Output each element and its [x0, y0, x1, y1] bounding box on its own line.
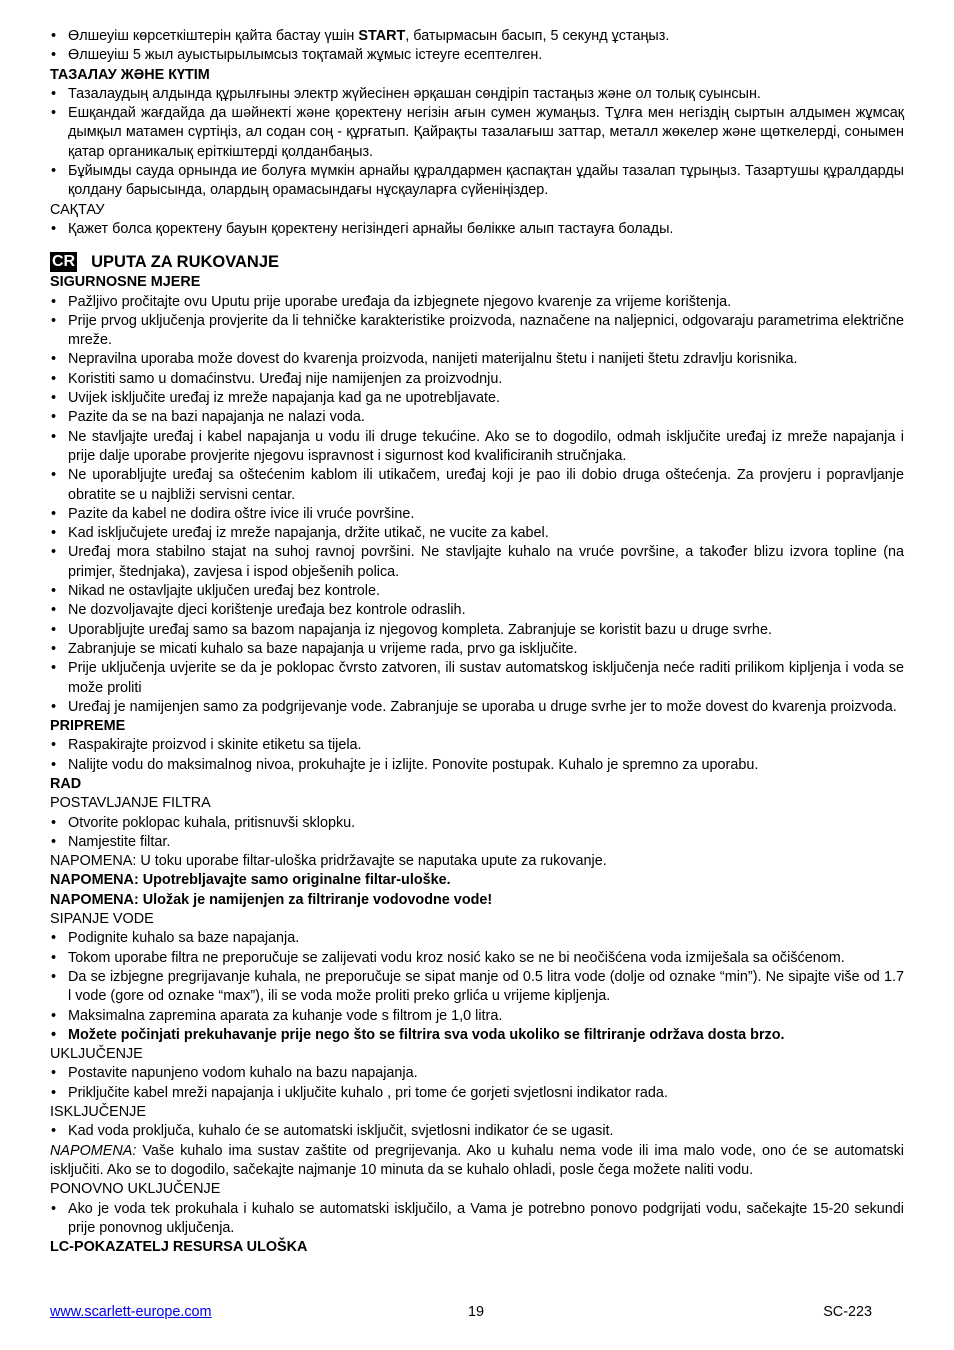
list-item: • Uređaj je namijenjen samo za podgrijevanje vode. Zabranjuje se uporaba u druge svrhe jer to može dovest do kvarenja proizvoda. [50, 698, 904, 717]
note-original: NAPOMENA: Upotrebljavajte samo originalne filtar-uloške. [50, 872, 451, 889]
language-badge: CR [52, 253, 76, 271]
section-title-text: UPUTA ZA RUKOVANJE [91, 252, 280, 271]
kz-care-heading: ТАЗАЛАУ ЖӘНЕ КҮТІМ [50, 66, 210, 83]
note-label: NAPOMENA: [50, 1142, 137, 1159]
lc-heading: LC-POKAZATELJ RESURSA ULOŠKA [50, 1239, 308, 1256]
list-item: • Koristiti samo u domaćinstvu. Uređaj nije namijenjen za proizvodnju. [50, 370, 904, 389]
list-item: • Priključite kabel mreži napajanja i uključite kuhalo , pri tome će gorjeti svjetlosni indikator rada. [50, 1084, 904, 1103]
on-heading: UKLJUČENJE [50, 1046, 143, 1063]
list-item: • Nepravilna uporaba može dovest do kvarenja proizvoda, nanijeti materijalnu štetu i nanijeti štetu zdravlju korisnika. [50, 350, 904, 369]
list-item: • Бұйымды сауда орнында ие болуға мүмкін арнайы құралдармен қаспақтан ұдайы тазалап тұрыңыз. Тазартушы құралдарды қолдану барысында, олардың орамасындағы нұсқауларға сүйеніңіздер. [50, 162, 904, 201]
filter-heading: POSTAVLJANJE FILTRA [50, 795, 211, 812]
list-item: • Možete počinjati prekuhavanje prije nego što se filtrira sva voda ukoliko se filtriranje održava dosta brzo. [50, 1026, 904, 1045]
filter-list [50, 814, 904, 853]
list-item: • Қажет болса қоректену бауын қоректену негізіндегі арнайы бөлікке алып тастауға болады. [50, 220, 904, 239]
list-item: • Ne uporabljujte uređaj sa oštećenim kablom ili utikačem, uređaj koji je pao ili dobio druga oštećenja. Za provjeru i popravljanje obratite se u najbliži servisni centar. [50, 466, 904, 505]
list-item: • Pazite da kabel ne dodira oštre ivice ili vruće površine. [50, 505, 904, 524]
on-list [50, 1064, 904, 1103]
list-item: • Uređaj mora stabilno stajat na suhoj ravnoj površini. Ne stavljajte kuhalo na vruće površine, a također blizu izvora topline (na primjer, štednjaka), zavjesa i ispod obješenih polica. [50, 543, 904, 582]
work-heading: RAD [50, 775, 82, 792]
list-item: • Kad isključujete uređaj iz mreže napajanja, držite utikač, ne vucite za kabel. [50, 524, 904, 543]
list-item: • Prije uključenja uvjerite se da je poklopac čvrsto zatvoren, ili sustav automatskog isključenja neće raditi prilikom kipljenja i voda se može proliti [50, 659, 904, 698]
list-item: • Maksimalna zapremina aparata za kuhanje vode s filtrom je 1,0 litra. [50, 1007, 904, 1026]
list-item: • Өлшеуіш 5 жыл ауыстырылымсыз тоқтамай жұмыс істеуге есептелген. [50, 46, 904, 65]
list-item: • Uvijek isključite uređaj iz mreže napajanja kad ga ne upotrebljavate. [50, 389, 904, 408]
list-item: • Nalijte vodu do maksimalnog nivoa, prokuhajte je i izlijte. Ponovite postupak. Kuhalo je spremno za uporabu. [50, 756, 904, 775]
kz-top-list [50, 27, 904, 66]
note-overheat [50, 1142, 904, 1181]
list-item: • Tokom uporabe filtra ne preporučuje se zalijevati vodu kroz nosić kako se ne bi neočišćena voda izmiješala sa očišćenom. [50, 949, 904, 968]
off-list [50, 1122, 904, 1141]
page-number: 19 [468, 1304, 485, 1320]
list-item: • Prije prvog uključenja provjerite da li tehničke karakteristike proizvoda, naznačene na naljepnici, odgovaraju parametrima električne mreže. [50, 312, 904, 351]
list-item: • Тазалаудың алдында құрылғыны электр жүйесінен әрқашан сөндіріп тастаңыз және ол толық суынсын. [50, 85, 904, 104]
list-item: • Otvorite poklopac kuhala, pritisnuvši sklopku. [50, 814, 904, 833]
safety-list [50, 293, 904, 718]
again-list [50, 1200, 904, 1239]
kz-care-list [50, 85, 904, 201]
list-item: • Ешқандай жағдайда да шәйнекті және қоректену негізін ағын сумен жумаңыз. Тұлға мен негіздің сыртын алдымен жұмсақ дымқыл матамен сүртіңіз, ал содан соң - құрғатып. Қайрақты тазалағыш заттар, металл жөкелер және щөткелерді, сонымен қатар органикалық еріткіштерді қолданбаңыз. [50, 104, 904, 162]
section-title [50, 251, 904, 273]
prep-list [50, 736, 904, 775]
start-word: START [358, 28, 406, 44]
pour-heading: SIPANJE VODE [50, 911, 154, 928]
safety-heading: SIGURNOSNE MJERE [50, 274, 201, 291]
page-footer [50, 1304, 904, 1324]
note-tapwater: NAPOMENA: Uložak je namijenjen za filtriranje vodovodne vode! [50, 891, 493, 908]
note-text: Vaše kuhalo ima sustav zaštite od pregrijevanja. Ako u kuhalu nema vode ili ima malo vode, ono će se automatski isključiti. Ako se to dogodilo, sačekajte najmanje 10 minuta da se kuhalo ohladi, posle čega možete naliti vodu. [50, 1142, 904, 1178]
list-item: • Pazite da se na bazi napajanja ne nalazi voda. [50, 408, 904, 427]
list-item: • Kad voda proključa, kuhalo će se automatski isključit, svjetlosni indikator će se ugasit. [50, 1122, 904, 1141]
model-number: SC-223 [823, 1304, 872, 1320]
list-item: • Raspakirajte proizvod i skinite etiketu sa tijela. [50, 736, 904, 755]
list-item: • Pažljivo pročitajte ovu Uputu prije uporabe uređaja da izbjegnete njegovo kvarenje za vrijeme korištenja. [50, 293, 904, 312]
list-item: • Nikad ne ostavljajte uključen uređaj bez kontrole. [50, 582, 904, 601]
list-item: • Ne stavljajte uređaj i kabel napajanja u vodu ili druge tekućine. Ako se to dogodilo, odmah isključite uređaj iz mreže napajanja i prije dalje uporabe provjerite njegovu ispravnost i sigurnost kod kvalificiranih stručnjaka. [50, 428, 904, 467]
note-usage: NAPOMENA: U toku uporabe filtar-uloška pridržavajte se naputaka upute za rukovanje. [50, 853, 607, 870]
list-item: • Zabranjuje se micati kuhalo sa baze napajanja u vrijeme rada, prvo ga isključite. [50, 640, 904, 659]
off-heading: ISKLJUČENJE [50, 1104, 146, 1121]
list-item: • Podignite kuhalo sa baze napajanja. [50, 929, 904, 948]
list-item: • Ako je voda tek prokuhala i kuhalo se automatski isključilo, a Vama je potrebno ponovo podgrijati vodu, sačekajte 15-20 sekundi prije ponovnog uključenja. [50, 1200, 904, 1239]
list-item: • Postavite napunjeno vodom kuhalo na bazu napajanja. [50, 1064, 904, 1083]
list-item: • Namjestite filtar. [50, 833, 904, 852]
website-link[interactable]: www.scarlett-europe.com [50, 1304, 212, 1320]
list-item: • Da se izbjegne pregrijavanje kuhala, ne preporučuje se sipat manje od 0.5 litra vode (dolje od oznake “min”). Ne sipajte više od 1.7 l vode (gore od oznake “max”), ili se voda može proliti preko grlića u vrijeme kipljenja. [50, 968, 904, 1007]
list-item: • Өлшеуіш көрсеткіштерін қайта бастау үшін START, батырмасын басып, 5 секунд ұстаңыз. [50, 27, 904, 46]
list-item: • Uporabljujte uređaj samo sa bazom napajanja iz njegovog kompleta. Zabranjuje se koristit bazu u druge svrhe. [50, 621, 904, 640]
again-heading: PONOVNO UKLJUČENJE [50, 1181, 221, 1198]
page-content [50, 27, 904, 1257]
kz-storage-list [50, 220, 904, 239]
kz-storage-heading: САҚТАУ [50, 201, 105, 218]
list-item: • Ne dozvoljavajte djeci korištenje uređaja bez kontrole odraslih. [50, 601, 904, 620]
prep-heading: PRIPREME [50, 718, 126, 735]
pour-list [50, 929, 904, 1045]
